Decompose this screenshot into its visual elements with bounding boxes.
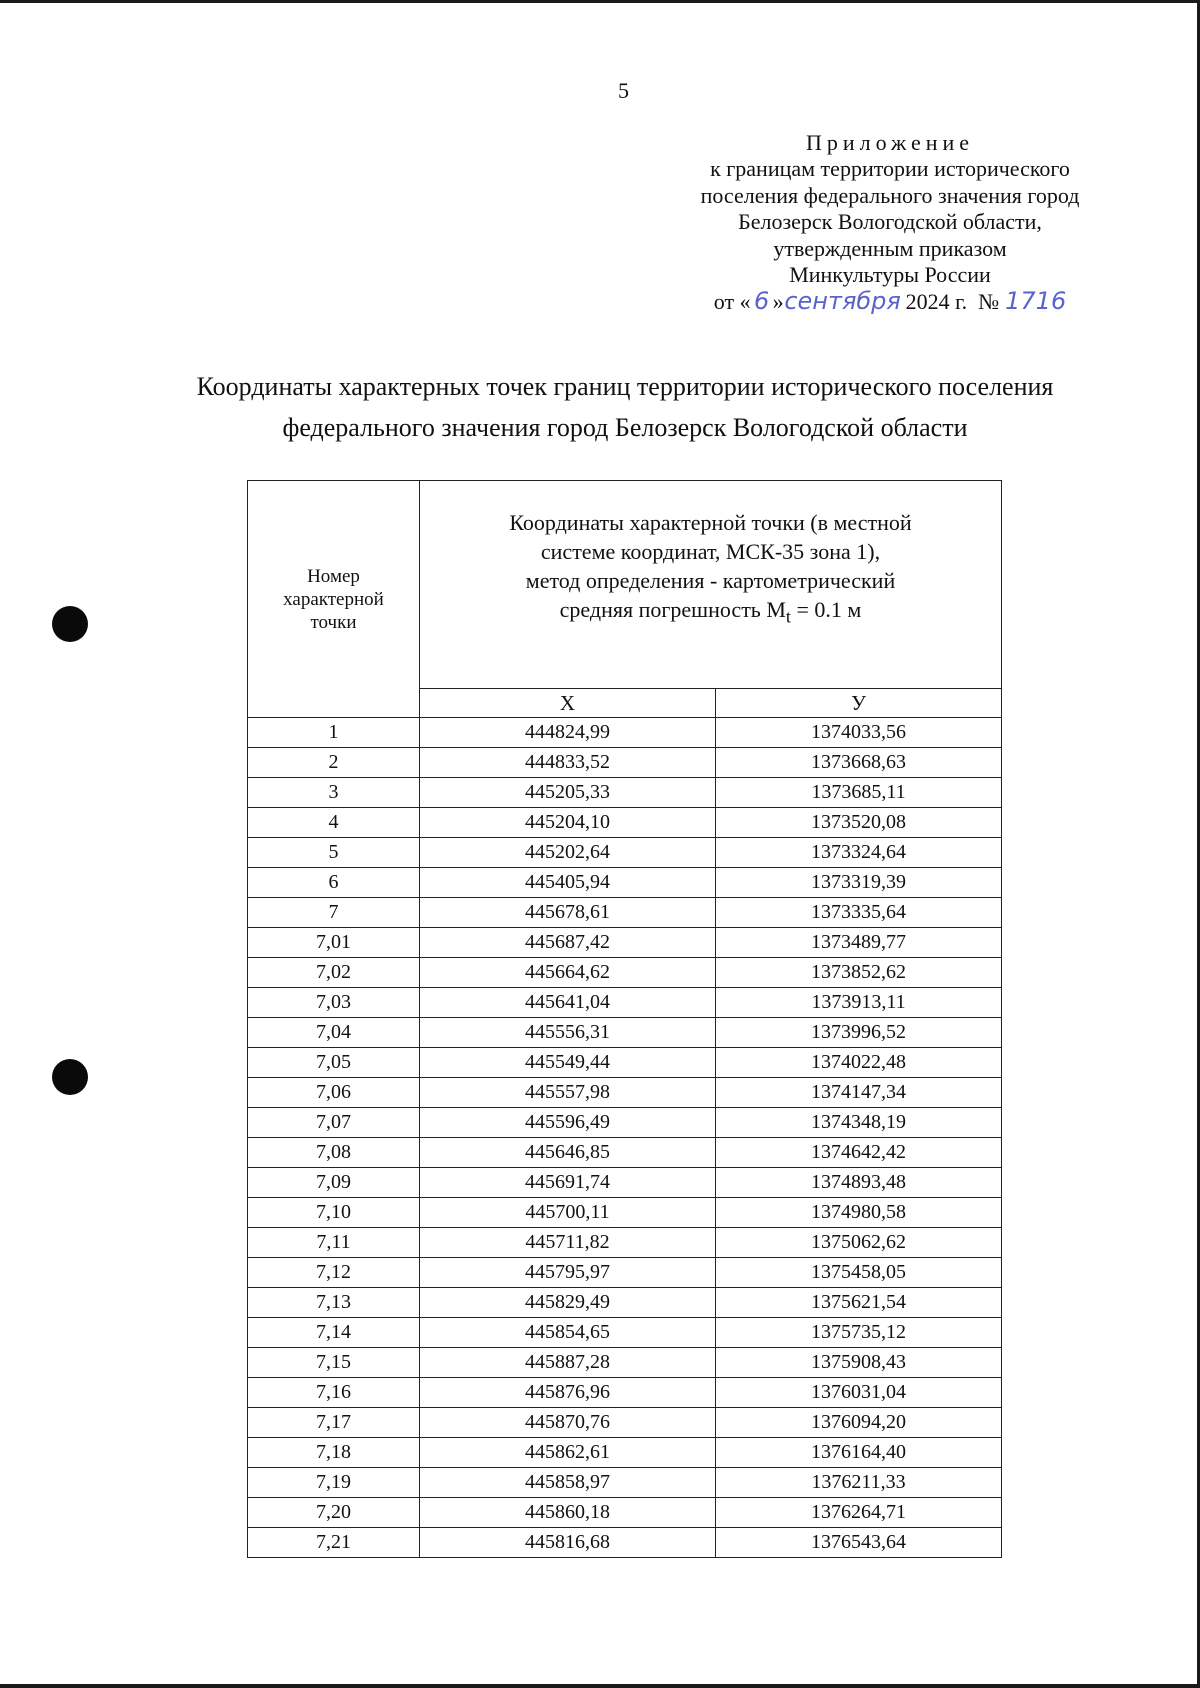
cell-x: 445549,44 <box>420 1048 716 1078</box>
cell-y: 1373852,62 <box>716 958 1002 988</box>
cell-y: 1373324,64 <box>716 838 1002 868</box>
header-point-number <box>248 481 420 718</box>
handwritten-order-number: 1716 <box>1005 287 1067 316</box>
cell-point-number: 4 <box>248 808 420 838</box>
table-row <box>248 838 1002 868</box>
cell-point-number: 3 <box>248 778 420 808</box>
appendix-line: Минкультуры России <box>789 262 991 288</box>
scan-border-top <box>0 0 1200 3</box>
cell-point-number: 7,06 <box>248 1078 420 1108</box>
table-row <box>248 1318 1002 1348</box>
cell-point-number: 7,03 <box>248 988 420 1018</box>
cell-y: 1373668,63 <box>716 748 1002 778</box>
document-title <box>120 366 1130 448</box>
cell-y: 1376164,40 <box>716 1438 1002 1468</box>
table-row <box>248 1288 1002 1318</box>
cell-point-number: 7 <box>248 898 420 928</box>
coordinates-table <box>247 480 1002 1558</box>
table-row <box>248 898 1002 928</box>
cell-x: 445854,65 <box>420 1318 716 1348</box>
cell-point-number: 7,11 <box>248 1228 420 1258</box>
cell-x: 445687,42 <box>420 928 716 958</box>
header-coords-line: средняя погрешность M <box>559 596 786 622</box>
cell-point-number: 7,15 <box>248 1348 420 1378</box>
cell-x: 445204,10 <box>420 808 716 838</box>
appendix-line: утвержденным приказом <box>773 235 1007 261</box>
appendix-line: к границам территории исторического <box>710 156 1070 182</box>
cell-y: 1374980,58 <box>716 1198 1002 1228</box>
cell-point-number: 7,01 <box>248 928 420 958</box>
table-row <box>248 1168 1002 1198</box>
cell-y: 1376543,64 <box>716 1528 1002 1558</box>
table-row <box>248 1408 1002 1438</box>
cell-point-number: 7,09 <box>248 1168 420 1198</box>
cell-x: 445887,28 <box>420 1348 716 1378</box>
cell-y: 1376094,20 <box>716 1408 1002 1438</box>
date-prefix: от « <box>713 289 751 315</box>
scan-border-bottom <box>0 1684 1200 1688</box>
table-row <box>248 1348 1002 1378</box>
cell-x: 445556,31 <box>420 1018 716 1048</box>
number-sign: № <box>978 289 1000 315</box>
header-coords-line: метод определения - картометрический <box>525 567 896 593</box>
cell-x: 445860,18 <box>420 1498 716 1528</box>
cell-x: 445829,49 <box>420 1288 716 1318</box>
cell-y: 1373913,11 <box>716 988 1002 1018</box>
header-coordinates <box>420 481 1002 689</box>
cell-point-number: 6 <box>248 868 420 898</box>
cell-y: 1374147,34 <box>716 1078 1002 1108</box>
title-line: Координаты характерных точек границ территории исторического поселения <box>196 372 1054 401</box>
table-row <box>248 988 1002 1018</box>
cell-x: 445678,61 <box>420 898 716 928</box>
table-row <box>248 718 1002 748</box>
cell-point-number: 7,05 <box>248 1048 420 1078</box>
table-row <box>248 1198 1002 1228</box>
cell-y: 1375908,43 <box>716 1348 1002 1378</box>
cell-point-number: 2 <box>248 748 420 778</box>
punch-hole-icon <box>52 606 88 642</box>
cell-point-number: 5 <box>248 838 420 868</box>
table-row <box>248 1468 1002 1498</box>
cell-y: 1376211,33 <box>716 1468 1002 1498</box>
table-row <box>248 1108 1002 1138</box>
cell-point-number: 7,07 <box>248 1108 420 1138</box>
cell-x: 445862,61 <box>420 1438 716 1468</box>
cell-x: 445646,85 <box>420 1138 716 1168</box>
header-point-line: характерной <box>283 588 384 610</box>
cell-x: 445876,96 <box>420 1378 716 1408</box>
cell-point-number: 7,04 <box>248 1018 420 1048</box>
cell-x: 445870,76 <box>420 1408 716 1438</box>
table-row <box>248 748 1002 778</box>
table-row <box>248 1438 1002 1468</box>
table-row <box>248 1498 1002 1528</box>
cell-y: 1374022,48 <box>716 1048 1002 1078</box>
cell-point-number: 7,18 <box>248 1438 420 1468</box>
table-row <box>248 1078 1002 1108</box>
cell-point-number: 7,12 <box>248 1258 420 1288</box>
date-mid: » <box>772 289 784 315</box>
appendix-line: поселения федерального значения город <box>700 182 1080 208</box>
cell-point-number: 7,20 <box>248 1498 420 1528</box>
cell-x: 445205,33 <box>420 778 716 808</box>
table-row <box>248 1228 1002 1258</box>
table-row <box>248 778 1002 808</box>
cell-point-number: 7,02 <box>248 958 420 988</box>
cell-point-number: 7,17 <box>248 1408 420 1438</box>
order-date-line <box>640 288 1140 315</box>
header-coords-line: = 0.1 м <box>791 596 862 622</box>
cell-y: 1376264,71 <box>716 1498 1002 1528</box>
cell-y: 1375621,54 <box>716 1288 1002 1318</box>
cell-y: 1374642,42 <box>716 1138 1002 1168</box>
title-line: федерального значения город Белозерск Вологодской области <box>282 413 968 442</box>
cell-x: 445816,68 <box>420 1528 716 1558</box>
appendix-block <box>640 130 1140 316</box>
cell-point-number: 7,10 <box>248 1198 420 1228</box>
cell-x: 445795,97 <box>420 1258 716 1288</box>
cell-x: 445641,04 <box>420 988 716 1018</box>
header-coords-line: Координаты характерной точки (в местной <box>509 509 912 535</box>
appendix-line: Белозерск Вологодской области, <box>738 209 1042 235</box>
cell-y: 1373685,11 <box>716 778 1002 808</box>
cell-point-number: 7,21 <box>248 1528 420 1558</box>
cell-y: 1374348,19 <box>716 1108 1002 1138</box>
cell-y: 1373996,52 <box>716 1018 1002 1048</box>
header-coords-line: системе координат, МСК-35 зона 1), <box>540 538 881 564</box>
cell-x: 445557,98 <box>420 1078 716 1108</box>
cell-x: 445596,49 <box>420 1108 716 1138</box>
table-row <box>248 1258 1002 1288</box>
header-coords-subscript: t <box>785 606 791 627</box>
cell-point-number: 7,16 <box>248 1378 420 1408</box>
table-row <box>248 868 1002 898</box>
cell-y: 1376031,04 <box>716 1378 1002 1408</box>
cell-x: 445711,82 <box>420 1228 716 1258</box>
page-number: 5 <box>618 78 629 103</box>
cell-y: 1374893,48 <box>716 1168 1002 1198</box>
header-point-line: точки <box>310 611 357 633</box>
cell-point-number: 1 <box>248 718 420 748</box>
cell-y: 1373335,64 <box>716 898 1002 928</box>
cell-y: 1375735,12 <box>716 1318 1002 1348</box>
header-y: У <box>716 689 1002 718</box>
table-row <box>248 1528 1002 1558</box>
cell-point-number: 7,14 <box>248 1318 420 1348</box>
cell-x: 444824,99 <box>420 718 716 748</box>
cell-y: 1373520,08 <box>716 808 1002 838</box>
cell-x: 445664,62 <box>420 958 716 988</box>
handwritten-month: сентября <box>784 287 901 316</box>
table-row <box>248 928 1002 958</box>
table-row <box>248 1048 1002 1078</box>
table-row <box>248 808 1002 838</box>
header-point-line: Номер <box>307 565 360 587</box>
cell-y: 1375458,05 <box>716 1258 1002 1288</box>
cell-x: 445405,94 <box>420 868 716 898</box>
cell-x: 445691,74 <box>420 1168 716 1198</box>
cell-y: 1374033,56 <box>716 718 1002 748</box>
cell-x: 444833,52 <box>420 748 716 778</box>
header-x: X <box>420 689 716 718</box>
cell-x: 445700,11 <box>420 1198 716 1228</box>
handwritten-day: 6 <box>753 287 770 316</box>
appendix-title: Приложение <box>805 130 975 155</box>
cell-point-number: 7,19 <box>248 1468 420 1498</box>
table-row <box>248 1018 1002 1048</box>
table-row <box>248 1378 1002 1408</box>
cell-x: 445202,64 <box>420 838 716 868</box>
cell-x: 445858,97 <box>420 1468 716 1498</box>
table-row <box>248 1138 1002 1168</box>
cell-point-number: 7,13 <box>248 1288 420 1318</box>
cell-y: 1373489,77 <box>716 928 1002 958</box>
cell-y: 1373319,39 <box>716 868 1002 898</box>
cell-y: 1375062,62 <box>716 1228 1002 1258</box>
punch-hole-icon <box>52 1059 88 1095</box>
date-year: 2024 г. <box>905 289 968 315</box>
table-row <box>248 958 1002 988</box>
cell-point-number: 7,08 <box>248 1138 420 1168</box>
